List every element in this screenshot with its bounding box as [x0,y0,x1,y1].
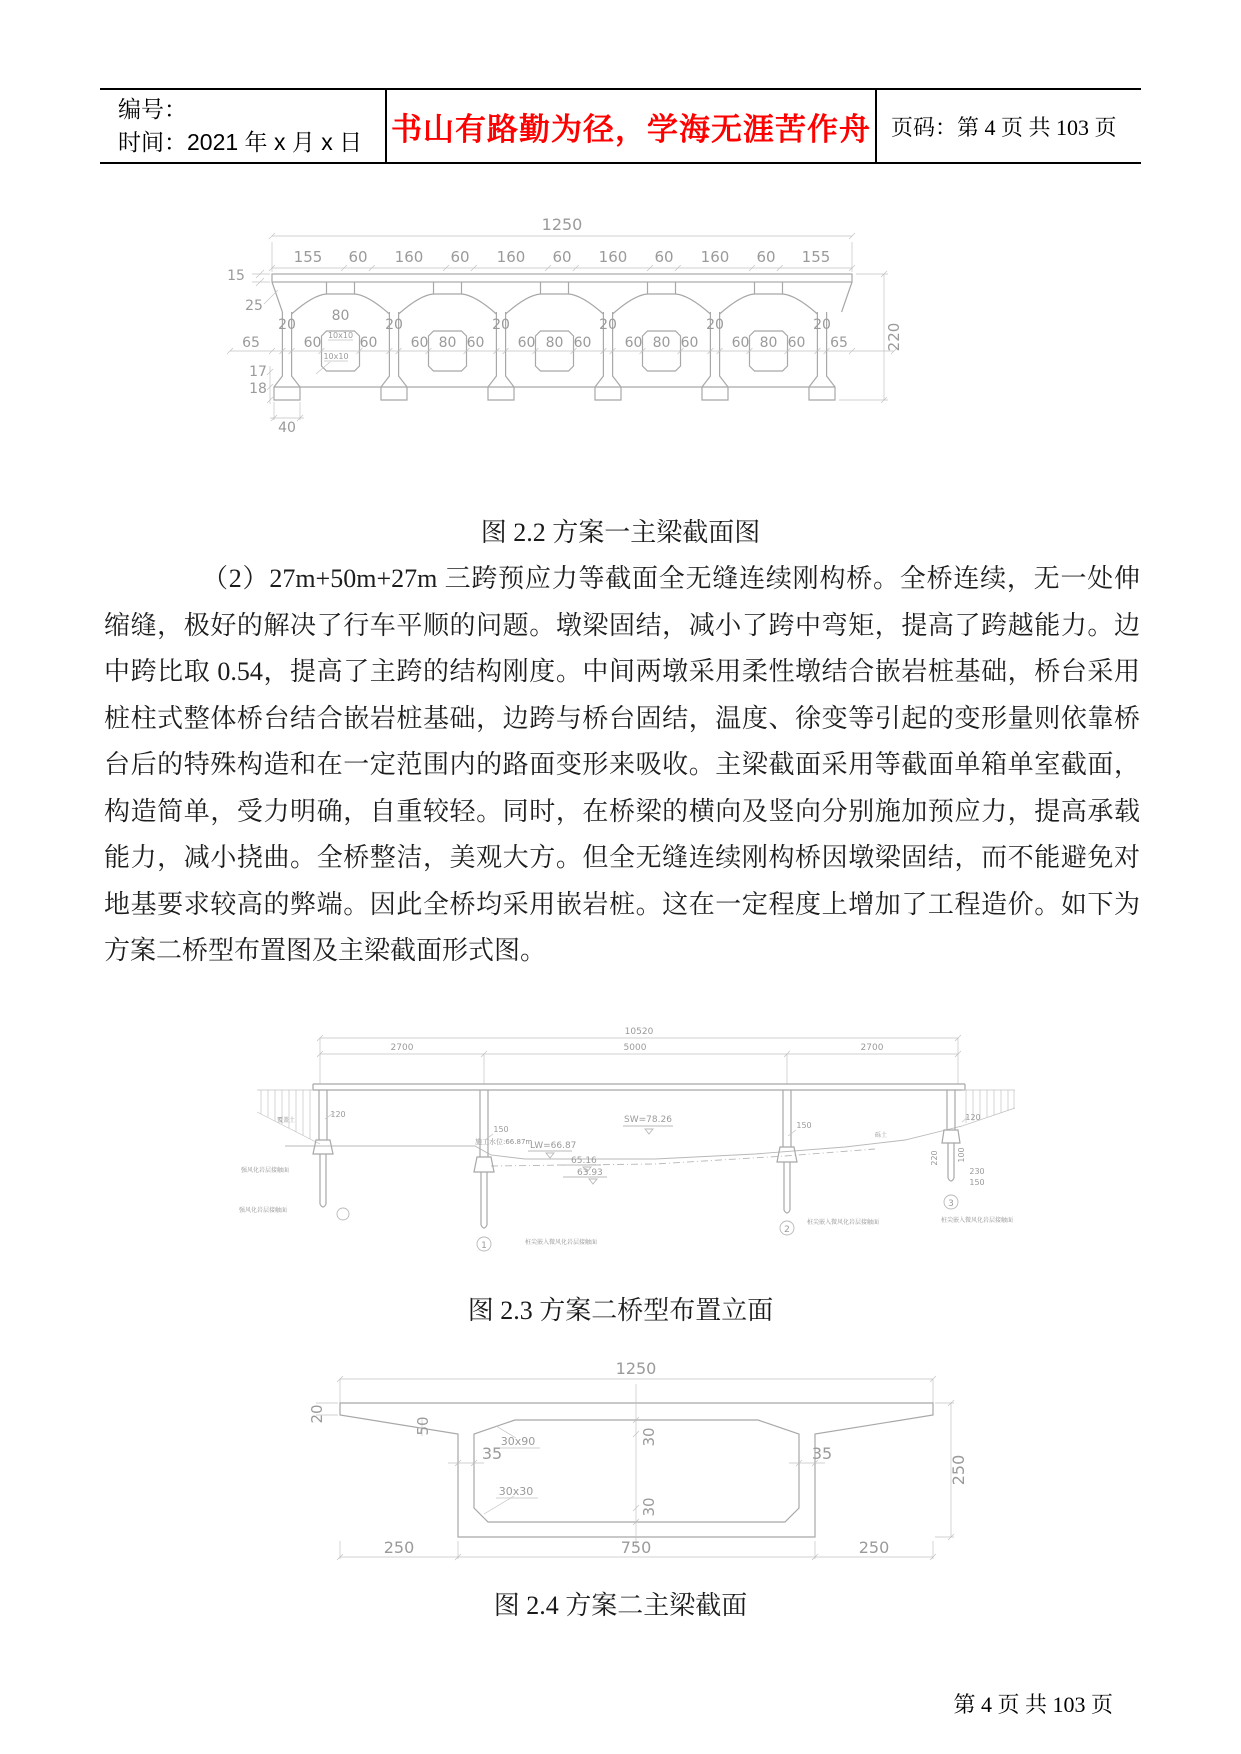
dim-label: 160 [394,248,424,266]
dim-label: 250 [383,1538,415,1557]
dim-label: 80 [759,335,778,351]
dim-label: 100 [957,1147,966,1163]
dim-label-total: 1250 [615,1359,657,1378]
dim-label: 80 [652,335,671,351]
dim-label: 20 [308,1404,326,1424]
level-label: 63.93 [577,1168,603,1178]
dim-label: 25 [245,298,263,314]
dim-label: 18 [249,381,267,397]
dim-label: 220 [930,1150,939,1166]
dim-label-span: 5000 [623,1043,647,1053]
dim-label: 20 [599,317,617,333]
dim-label: 40 [278,420,296,436]
water-level-label: SW=78.26 [624,1115,672,1125]
dim-label: 60 [450,248,470,266]
pier-2-number: 2 [784,1225,790,1235]
dim-label: 150 [796,1121,812,1130]
dim-label: 150 [493,1125,509,1134]
dim-label-total: 1250 [541,216,583,234]
chamfer-label: 10x10 [327,331,354,340]
dim-label-span: 2700 [860,1043,884,1053]
dim-label: 60 [680,335,699,351]
bridge-elevation-drawing [225,1022,1025,1262]
flange-arches [292,294,818,314]
figure-2-2-caption: 图 2.2 方案一主梁截面图 [480,518,761,547]
header-cell-number-date [100,90,387,162]
figure-2-3-caption: 图 2.3 方案二桥型布置立面 [467,1296,774,1325]
dim-label: 60 [787,335,806,351]
dim-label: 17 [249,364,267,380]
header-cell-motto [387,90,877,162]
header-time-label: 时间：2021 年 x 月 x 日 [118,129,363,155]
dim-label: 30 [640,1497,658,1517]
dim-label-total: 10520 [624,1027,654,1037]
dim-label: 150 [969,1178,985,1187]
figure-box-girder-section-scheme2 [270,1342,980,1577]
dim-label: 60 [552,248,572,266]
dim-label: 20 [278,317,296,333]
dim-label: 155 [293,248,323,266]
dim-label: 20 [706,317,724,333]
dim-label-height: 220 [885,322,903,352]
pier-1-number: 1 [481,1241,487,1251]
dim-label: 20 [492,317,510,333]
figure-girder-section-scheme1 [212,216,912,448]
dim-label: 60 [731,335,750,351]
dim-label: 65 [830,335,848,351]
dim-label: 65 [242,335,260,351]
dim-label: 60 [466,335,485,351]
construction-level-label: 施工水位:66.87m [475,1138,533,1146]
dim-label: 160 [598,248,628,266]
pier-1 [474,1090,494,1228]
dim-label: 60 [573,335,592,351]
soil-note: 砾土 [875,1132,888,1139]
dim-label: 230 [969,1167,985,1176]
dim-label: 155 [801,248,831,266]
dim-label: 60 [756,248,776,266]
top-dim-line [337,1376,936,1403]
level-label: 65.16 [571,1156,597,1166]
chamfer-label: 10x10 [323,352,349,361]
dim-label: 50 [414,1416,432,1436]
pier-3-number: 3 [948,1199,954,1209]
dim-label: 35 [811,1444,833,1463]
dim-label: 120 [330,1110,346,1119]
dim-label-height: 250 [949,1454,968,1486]
header-table [100,88,1141,164]
ground-line [285,1126,962,1159]
dim-label: 20 [385,317,403,333]
dim-label: 60 [303,335,322,351]
dim-label: 80 [438,335,457,351]
dim-label: 750 [620,1538,652,1557]
dim-label: 60 [410,335,429,351]
dim-label: 20 [813,317,831,333]
geo-note: 桩尖嵌入微风化岩层接触面 [807,1219,880,1226]
dim-label: 160 [496,248,526,266]
dim-label: 60 [624,335,643,351]
figure-2-4-caption: 图 2.4 方案二主梁截面 [493,1591,748,1620]
girder-section-drawing [212,216,912,448]
header-motto-text: 书山有路勤为径，学海无涯苦作舟 [391,111,871,147]
geo-note: 强风化岩层接触面 [241,1167,290,1174]
wall-dim-lines [448,1460,825,1466]
soil-note: 覆盖土 [277,1117,296,1124]
dim-label: 80 [545,335,564,351]
deck-slab [272,274,852,282]
chamfer-label: 30x30 [498,1485,534,1498]
dim-label-span: 2700 [390,1043,414,1053]
low-water-label: LW=66.87 [530,1141,577,1151]
dim-label: 60 [517,335,536,351]
dim-label: 60 [654,248,674,266]
header-number-label: 编号： [118,96,187,122]
figure-bridge-elevation-scheme2 [225,1022,1025,1262]
chamfer-label: 30x90 [500,1435,536,1448]
dim-label: 250 [858,1538,890,1557]
page-footer: 第 4 页 共 103 页 [953,1692,1113,1717]
dim-label: 80 [331,308,350,324]
dim-label: 120 [965,1113,981,1122]
dim-label: 35 [481,1444,503,1463]
dim-label: 160 [700,248,730,266]
left-abutment-pile [313,1090,333,1207]
dim-label: 60 [359,335,378,351]
dim-label: 60 [348,248,368,266]
geo-note: 强风化岩层接触面 [239,1207,288,1214]
geo-note: 桩尖嵌入微风化岩层接触面 [941,1217,1014,1224]
web-top-blocks [327,282,783,294]
header-cell-page [877,90,1141,162]
right-abutment-pile [942,1090,960,1181]
dim-label: 30 [640,1427,658,1447]
edge-slopes [272,282,852,312]
dim-label: 15 [227,268,245,284]
left-abutment-mark [337,1208,349,1220]
bridge-deck [313,1084,965,1090]
box-girder-drawing [270,1342,980,1577]
body-paragraph: （2）27m+50m+27m 三跨预应力等截面全无缝连续刚构桥。全桥连续，无一处伸缩缝，极好的解决了行车平顺的问题。墩梁固结，减小了跨中弯矩，提高了跨越能力。边中跨比取 0.54，提高了主跨的结构刚度。中间两墩采用柔性墩结合嵌岩桩基础，桥台采用桩柱式整体桥台结合嵌岩桩基础，边跨与桥台固结，温度、徐变等引起的变形量则依靠桥台后的特殊构造和在一定范围内的路面变形来吸收。主梁截面采用等截面单箱单室截面，构造简单，受力明确，自重较轻。同时，在桥梁的横向及竖向分别施加预应力，提高承载能力，减小挠曲。全桥整洁，美观大方。但全无缝连续刚构桥因墩梁固结，而不能避免对地基要求较高的弊端。因此全桥均采用嵌岩桩。这在一定程度上增加了工程造价。如下为方案二桥型布置图及主梁截面形式图。 [104,564,1140,965]
header-page-label: 页码：第 4 页 共 103 页 [891,114,1117,140]
geo-note: 桩尖嵌入微风化岩层接触面 [525,1239,598,1246]
